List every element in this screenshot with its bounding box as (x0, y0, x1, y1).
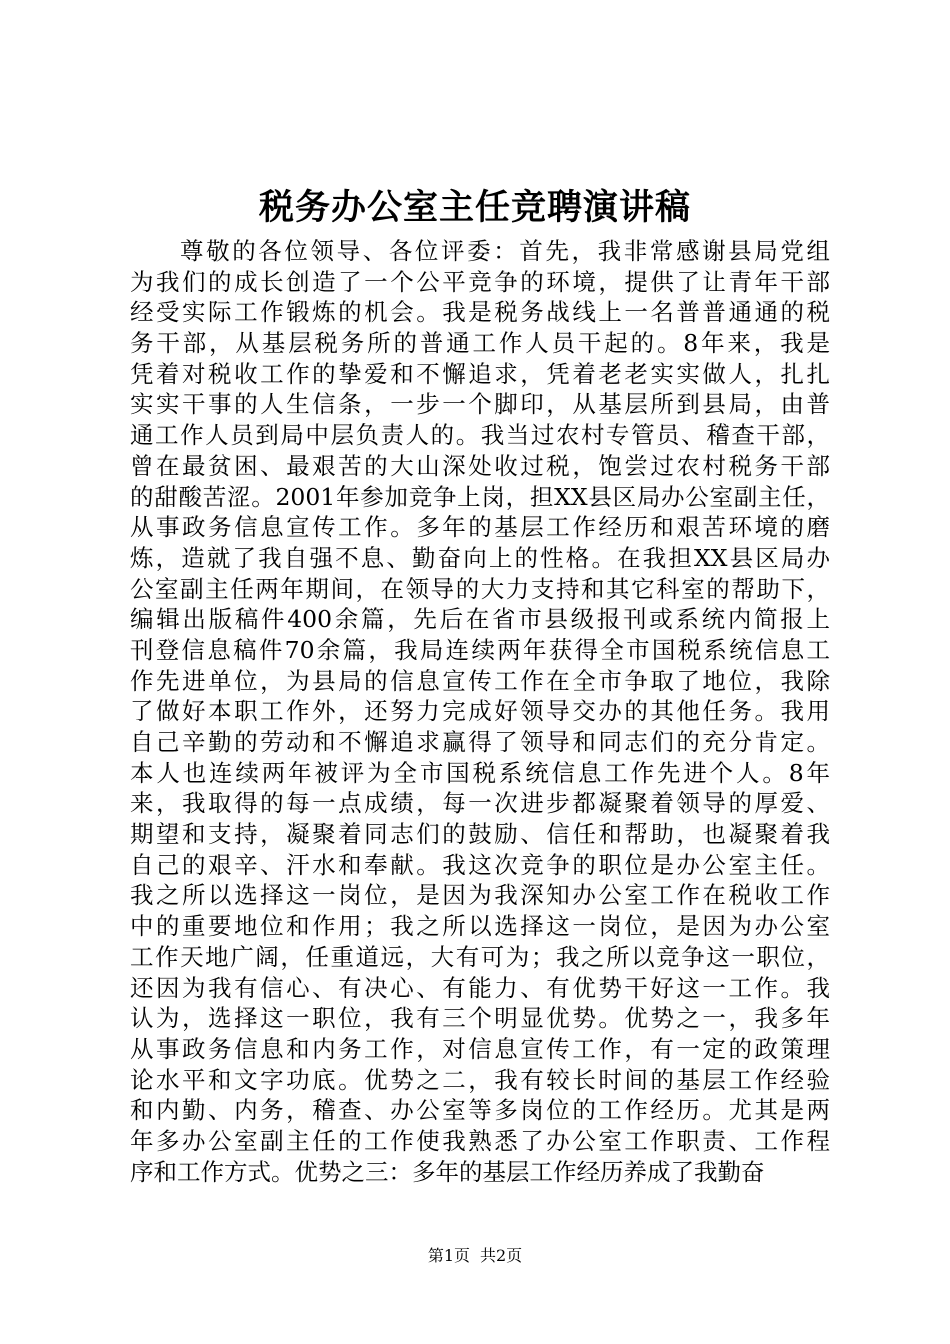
body-line: 为我们的成长创造了一个公平竞争的环境，提供了让青年干部 (130, 267, 830, 296)
body-line: 我之所以选择这一岗位，是因为我深知办公室工作在税收工作 (130, 881, 830, 910)
body-line: 序和工作方式。优势之三：多年的基层工作经历养成了我勤奋 (130, 1157, 765, 1186)
body-line: 编辑出版稿件400余篇，先后在省市县级报刊或系统内简报上 (130, 605, 830, 634)
body-line: 本人也连续两年被评为全市国税系统信息工作先进个人。8年 (130, 758, 830, 787)
body-line: 炼，造就了我自强不息、勤奋向上的性格。在我担XX县区局办 (130, 543, 830, 572)
body-line: 的甜酸苦涩。2001年参加竞争上岗，担XX县区局办公室副主任， (130, 482, 830, 511)
body-line: 公室副主任两年期间，在领导的大力支持和其它科室的帮助下， (130, 574, 830, 603)
document-body (130, 236, 830, 1187)
body-line: 自己的艰辛、汗水和奉献。我这次竞争的职位是办公室主任。 (130, 850, 830, 879)
body-line: 论水平和文字功底。优势之二，我有较长时间的基层工作经验 (130, 1065, 830, 1094)
body-line: 凭着对税收工作的挚爱和不懈追求，凭着老老实实做人，扎扎 (130, 359, 830, 388)
body-line: 来，我取得的每一点成绩，每一次进步都凝聚着领导的厚爱、 (130, 789, 830, 818)
body-line: 从事政务信息宣传工作。多年的基层工作经历和艰苦环境的磨 (130, 513, 830, 542)
body-line: 务干部，从基层税务所的普通工作人员干起的。8年来，我是 (130, 329, 830, 358)
body-line: 作先进单位，为县局的信息宣传工作在全市争取了地位，我除 (130, 666, 830, 695)
body-line: 年多办公室副主任的工作使我熟悉了办公室工作职责、工作程 (130, 1126, 830, 1155)
page-footer (0, 1244, 950, 1268)
body-line: 经受实际工作锻炼的机会。我是税务战线上一名普普通通的税 (130, 298, 830, 327)
body-line: 工作天地广阔，任重道远，大有可为；我之所以竞争这一职位， (130, 942, 830, 971)
body-line: 尊敬的各位领导、各位评委：首先，我非常感谢县局党组 (180, 237, 830, 265)
body-line: 期望和支持，凝聚着同志们的鼓励、信任和帮助，也凝聚着我 (130, 820, 830, 849)
body-line: 认为，选择这一职位，我有三个明显优势。优势之一，我多年 (130, 1004, 830, 1033)
body-line: 中的重要地位和作用；我之所以选择这一岗位，是因为办公室 (130, 912, 830, 941)
body-line: 曾在最贫困、最艰苦的大山深处收过税，饱尝过农村税务干部 (130, 451, 830, 480)
page-number: 第1页 (427, 1246, 470, 1265)
document-title: 税务办公室主任竞聘演讲稿 (258, 187, 691, 228)
body-line: 从事政务信息和内务工作，对信息宣传工作，有一定的政策理 (130, 1034, 830, 1063)
body-line: 自己辛勤的劳动和不懈追求赢得了领导和同志们的充分肯定。 (130, 728, 830, 756)
body-line: 和内勤、内务，稽查、办公室等多岗位的工作经历。尤其是两 (130, 1096, 830, 1125)
body-line: 刊登信息稿件70余篇，我局连续两年获得全市国税系统信息工 (130, 635, 830, 664)
body-line: 了做好本职工作外，还努力完成好领导交办的其他任务。我用 (130, 697, 830, 726)
body-line: 实实干事的人生信条，一步一个脚印，从基层所到县局，由普 (130, 390, 830, 419)
page-total: 共2页 (480, 1246, 523, 1265)
body-line: 通工作人员到局中层负责人的。我当过农村专管员、稽查干部， (130, 421, 830, 450)
body-line: 还因为我有信心、有决心、有能力、有优势干好这一工作。我 (130, 973, 830, 1002)
